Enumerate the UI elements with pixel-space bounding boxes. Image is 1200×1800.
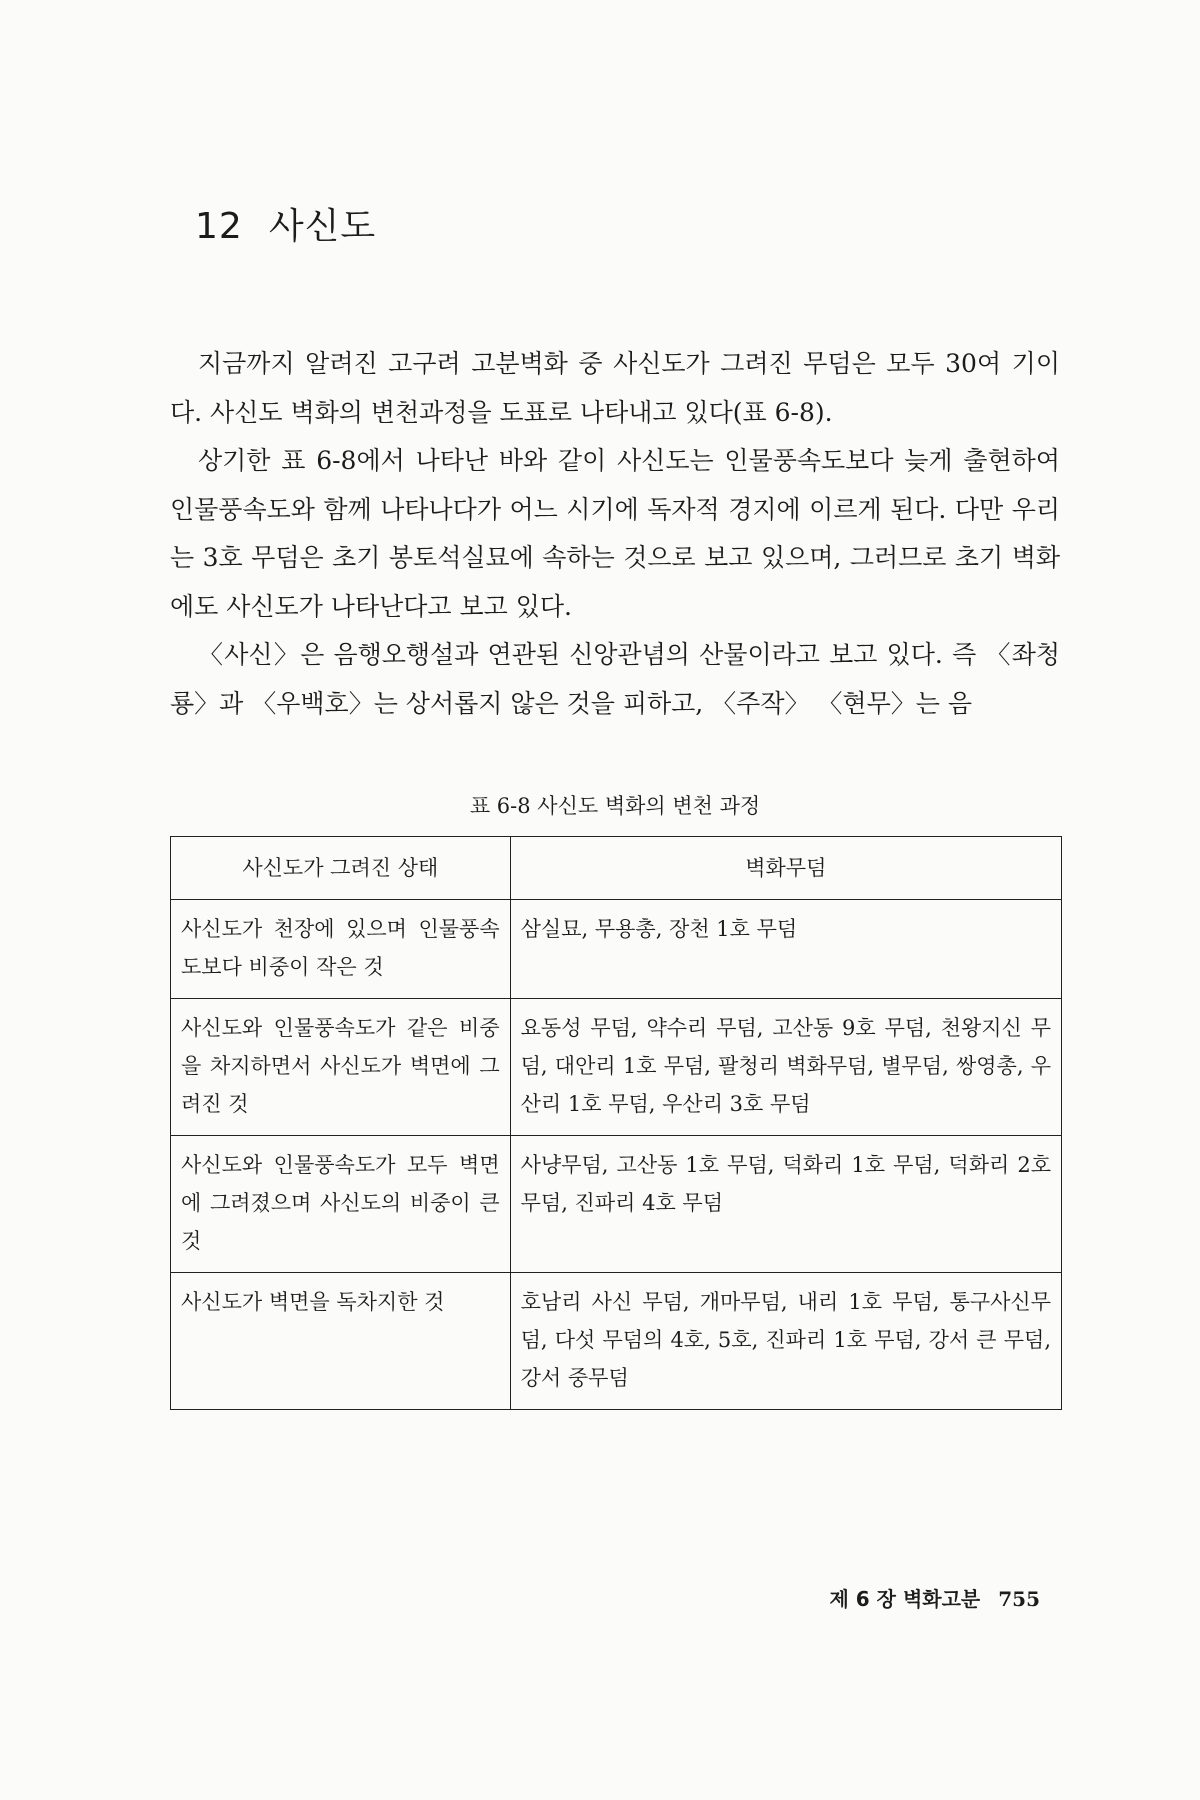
row-1-tombs: 삼실묘, 무용총, 장천 1호 무덤 <box>510 900 1061 999</box>
body-text <box>170 340 1060 728</box>
section-title-text: 사신도 <box>268 206 377 247</box>
section-title <box>195 198 376 249</box>
page-number: 755 <box>998 1587 1040 1611</box>
row-2-tombs: 요동성 무덤, 약수리 무덤, 고산동 9호 무덤, 천왕지신 무덤, 대안리 1호 무덤, 팔청리 벽화무덤, 별무덤, 쌍영총, 우산리 1호 무덤, 우산리 3호 무덤 <box>510 999 1061 1136</box>
paragraph-1: 지금까지 알려진 고구려 고분벽화 중 사신도가 그려진 무덤은 모두 30여 기이다. 사신도 벽화의 변천과정을 도표로 나타내고 있다(표 6-8). <box>170 349 1060 427</box>
header-tombs: 벽화무덤 <box>510 837 1061 900</box>
paragraph-3: 〈사신〉은 음행오행설과 연관된 신앙관념의 산물이라고 보고 있다. 즉 〈좌청룡〉과 〈우백호〉는 상서롭지 않은 것을 피하고, 〈주작〉 〈현무〉는 음 <box>170 640 1060 718</box>
table-row <box>171 1136 1062 1273</box>
table-caption: 표 6-8 사신도 벽화의 변천 과정 <box>469 794 761 818</box>
paragraph-2: 상기한 표 6-8에서 나타난 바와 같이 사신도는 인물풍속도보다 늦게 출현하여 인물풍속도와 함께 나타나다가 어느 시기에 독자적 경지에 이르게 된다. 다만 우리는 3호 무덤은 초기 봉토석실묘에 속하는 것으로 보고 있으며, 그러므로 초기 벽화에도 사신도가 나타난다고 보고 있다. <box>170 446 1060 621</box>
row-2-state: 사신도와 인물풍속도가 같은 비중을 차지하면서 사신도가 벽면에 그려진 것 <box>171 999 511 1136</box>
page-footer <box>830 1583 1040 1612</box>
row-3-tombs: 사냥무덤, 고산동 1호 무덤, 덕화리 1호 무덤, 덕화리 2호 무덤, 진파리 4호 무덤 <box>510 1136 1061 1273</box>
table-row <box>171 900 1062 999</box>
table-row <box>171 1273 1062 1410</box>
header-state: 사신도가 그려진 상태 <box>171 837 511 900</box>
row-4-tombs: 호남리 사신 무덤, 개마무덤, 내리 1호 무덤, 통구사신무덤, 다섯 무덤의 4호, 5호, 진파리 1호 무덤, 강서 큰 무덤, 강서 중무덤 <box>510 1273 1061 1410</box>
mural-transition-table <box>170 836 1062 1410</box>
chapter-title: 제 6 장 벽화고분 <box>829 1587 981 1611</box>
table-row <box>171 999 1062 1136</box>
row-4-state: 사신도가 벽면을 독차지한 것 <box>171 1273 511 1410</box>
row-1-state: 사신도가 천장에 있으며 인물풍속도보다 비중이 작은 것 <box>171 900 511 999</box>
section-number: 12 <box>195 206 243 247</box>
table-header-row <box>171 837 1062 900</box>
row-3-state: 사신도와 인물풍속도가 모두 벽면에 그려졌으며 사신도의 비중이 큰 것 <box>171 1136 511 1273</box>
